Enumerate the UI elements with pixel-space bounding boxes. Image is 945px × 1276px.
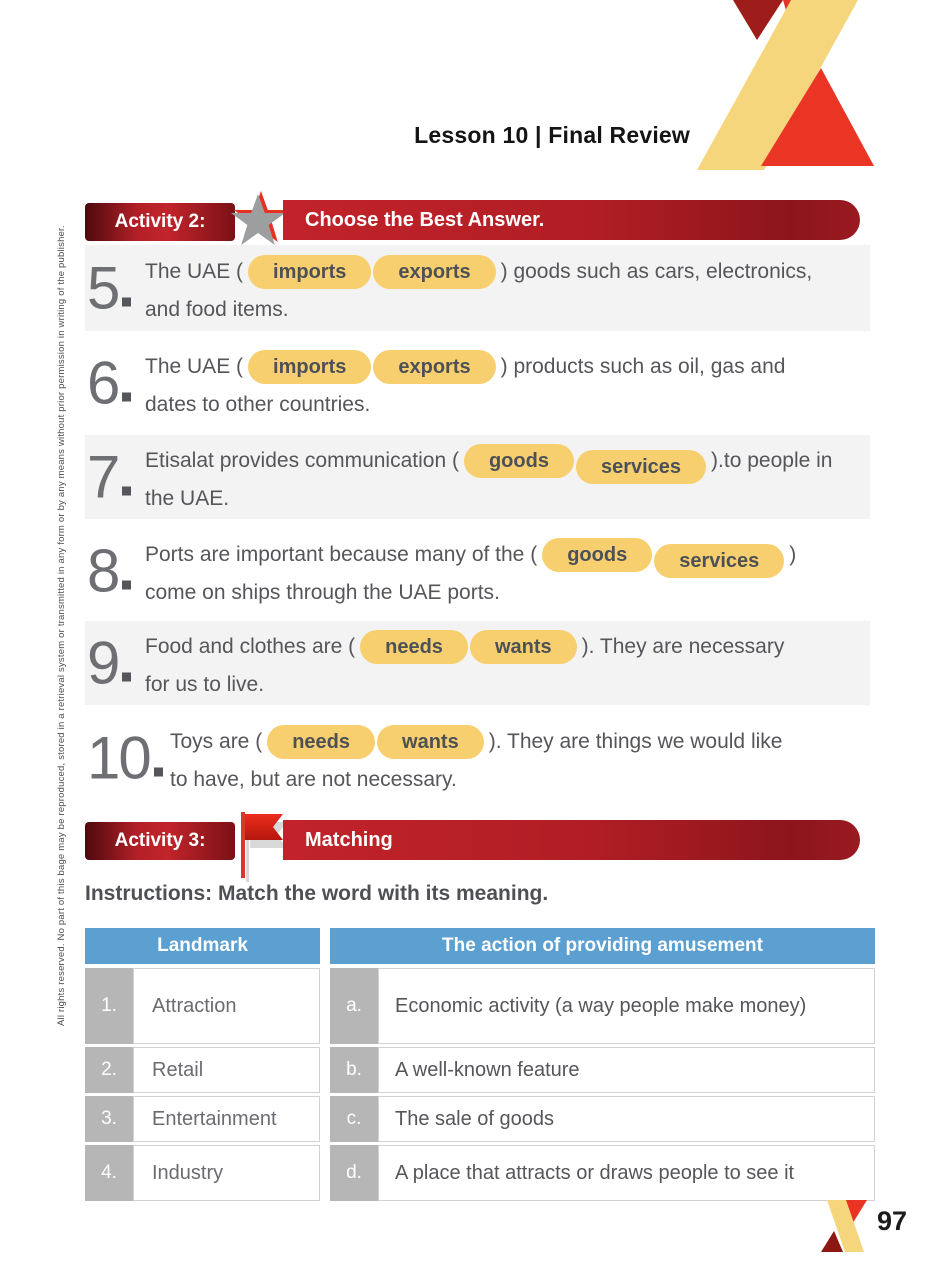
row-letter: d. <box>330 1145 378 1201</box>
question-line2: dates to other countries. <box>145 392 371 416</box>
flag-icon <box>237 812 289 890</box>
meaning-cell[interactable]: A well-known feature <box>378 1047 875 1093</box>
question-line1: Toys are ( needs wants ). They are things we would like <box>170 725 862 759</box>
table-header-meaning: The action of providing amusement <box>330 928 875 964</box>
brand-x-logo <box>680 0 880 170</box>
row-letter: c. <box>330 1096 378 1142</box>
question-line1: Ports are important because many of the ( goods services ) <box>145 538 862 572</box>
activity3-label: Activity 3: <box>85 822 235 860</box>
table-row <box>85 1047 875 1093</box>
question-number: 5 <box>87 260 131 317</box>
answer-option[interactable]: wants <box>377 725 484 759</box>
word-cell[interactable]: Entertainment <box>133 1096 320 1142</box>
answer-option[interactable]: services <box>654 544 784 578</box>
answer-option[interactable]: exports <box>373 350 495 384</box>
activity3-title-bar: Matching <box>283 820 860 860</box>
star-icon <box>229 191 287 251</box>
question-10 <box>85 711 870 805</box>
brand-x-logo-small <box>820 1200 868 1252</box>
question-line1: Etisalat provides communication ( goods services ).to people in <box>145 444 862 478</box>
question-7 <box>85 435 870 519</box>
page-number: 97 <box>877 1206 908 1236</box>
instructions-text: Instructions: Match the word with its meaning. <box>85 882 549 905</box>
question-line2: come on ships through the UAE ports. <box>145 580 500 604</box>
table-header-row <box>85 928 875 964</box>
question-8 <box>85 525 870 617</box>
question-line1: The UAE ( imports exports ) products such as oil, gas and <box>145 350 862 384</box>
activity2-title-bar: Choose the Best Answer. <box>283 200 860 240</box>
question-line2: the UAE. <box>145 486 230 510</box>
row-number: 2. <box>85 1047 133 1093</box>
question-number: 6 <box>87 355 131 412</box>
question-line2: to have, but are not necessary. <box>170 767 457 791</box>
word-cell[interactable]: Industry <box>133 1145 320 1201</box>
question-number: 10 <box>87 730 163 787</box>
question-list <box>85 245 870 805</box>
question-number: 9 <box>87 635 131 692</box>
answer-option[interactable]: imports <box>248 350 371 384</box>
question-line2: and food items. <box>145 297 289 321</box>
meaning-cell[interactable]: A place that attracts or draws people to see it <box>378 1145 875 1201</box>
question-9 <box>85 621 870 705</box>
question-line1: Food and clothes are ( needs wants ). They are necessary <box>145 630 862 664</box>
table-row <box>85 1096 875 1142</box>
row-number: 1. <box>85 968 133 1044</box>
activity2-label: Activity 2: <box>85 203 235 241</box>
answer-option[interactable]: needs <box>267 725 375 759</box>
question-line2: for us to live. <box>145 672 265 696</box>
matching-table <box>85 928 875 1204</box>
answer-option[interactable]: exports <box>373 255 495 289</box>
answer-option[interactable]: imports <box>248 255 371 289</box>
word-cell[interactable]: Retail <box>133 1047 320 1093</box>
question-6 <box>85 337 870 429</box>
row-letter: b. <box>330 1047 378 1093</box>
row-number: 3. <box>85 1096 133 1142</box>
question-5 <box>85 245 870 331</box>
page-title: Lesson 10 | Final Review <box>414 122 690 148</box>
table-row <box>85 968 875 1044</box>
word-cell[interactable]: Attraction <box>133 968 320 1044</box>
table-row <box>85 1145 875 1201</box>
answer-option[interactable]: wants <box>470 630 577 664</box>
answer-option[interactable]: goods <box>464 444 574 478</box>
question-number: 7 <box>87 449 131 506</box>
meaning-cell[interactable]: Economic activity (a way people make money) <box>378 968 875 1044</box>
table-header-landmark: Landmark <box>85 928 320 964</box>
question-line1: The UAE ( imports exports ) goods such as cars, electronics, <box>145 255 862 289</box>
answer-option[interactable]: services <box>576 450 706 484</box>
question-number: 8 <box>87 543 131 600</box>
answer-option[interactable]: needs <box>360 630 468 664</box>
meaning-cell[interactable]: The sale of goods <box>378 1096 875 1142</box>
row-number: 4. <box>85 1145 133 1201</box>
answer-option[interactable]: goods <box>542 538 652 572</box>
row-letter: a. <box>330 968 378 1044</box>
copyright-sidebar: All rights reserved. No part of this bage may be reproduced, stored in a retrieval system or transmitted in any form or by any means without prior permission in writing of the publisher. <box>56 225 67 1026</box>
